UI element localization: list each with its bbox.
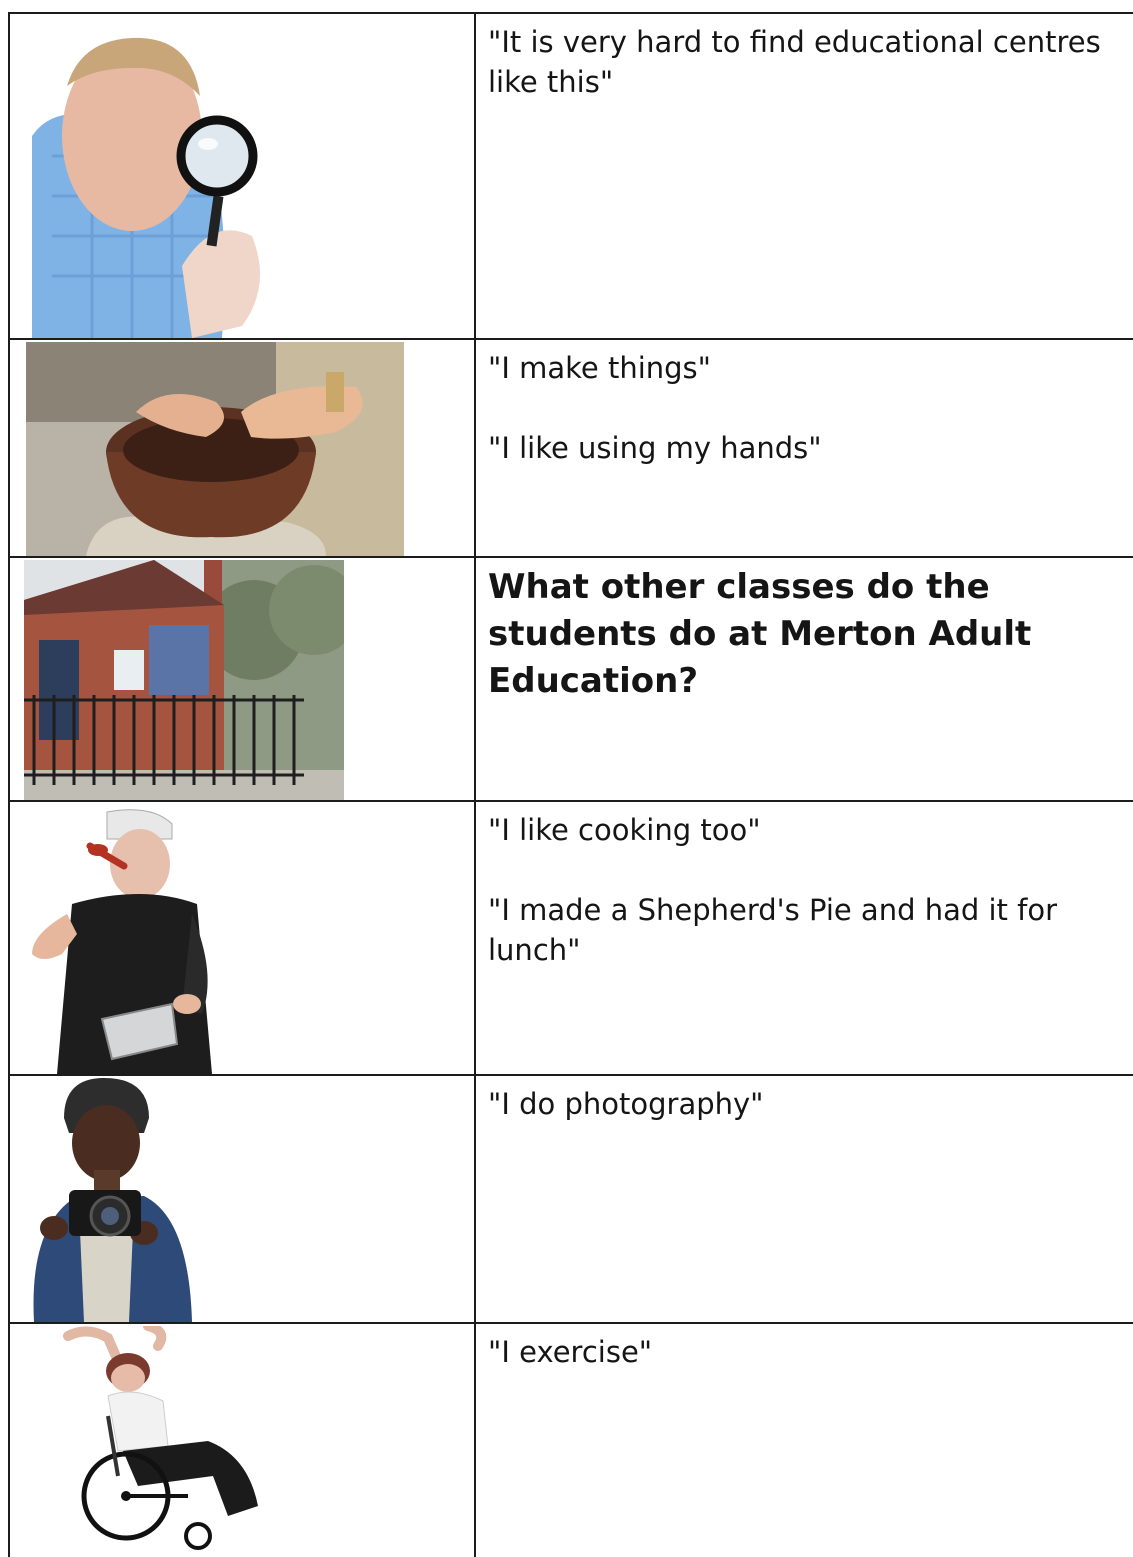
table-row [8,1074,1133,1324]
quote-text: "It is very hard to find educational centres like this" [488,25,1101,99]
quote-text: "I make things" [488,351,711,385]
quote-text: "I like using my hands" [488,431,822,465]
quote-cell [488,348,1125,508]
quote-text: "I exercise" [488,1335,653,1369]
quote-text: "I do photography" [488,1087,764,1121]
quote-text: "I like cooking too" [488,813,761,847]
person-exercising-in-wheelchair-photo [48,1326,278,1555]
quote-cell [488,22,1125,142]
quote-table [8,12,1133,1555]
hands-making-clay-pot-photo [26,342,404,556]
quote-cell [488,810,1125,1010]
man-with-camera-photo [24,1078,214,1322]
quote-cell [488,1332,1125,1412]
quote-text: "I made a Shepherd's Pie and had it for lunch" [488,893,1058,967]
man-with-magnifying-glass-photo [12,16,470,338]
table-row [8,338,1133,558]
heading-cell [488,564,1125,705]
table-row [8,800,1133,1076]
section-heading: What other classes do the students do at Merton Adult Education? [488,567,1032,701]
table-row [8,12,1133,340]
woman-cooking-photo [12,804,232,1074]
quote-cell [488,1084,1125,1164]
merton-adult-education-building-photo [24,560,344,800]
table-row [8,1322,1133,1557]
table-row [8,556,1133,802]
